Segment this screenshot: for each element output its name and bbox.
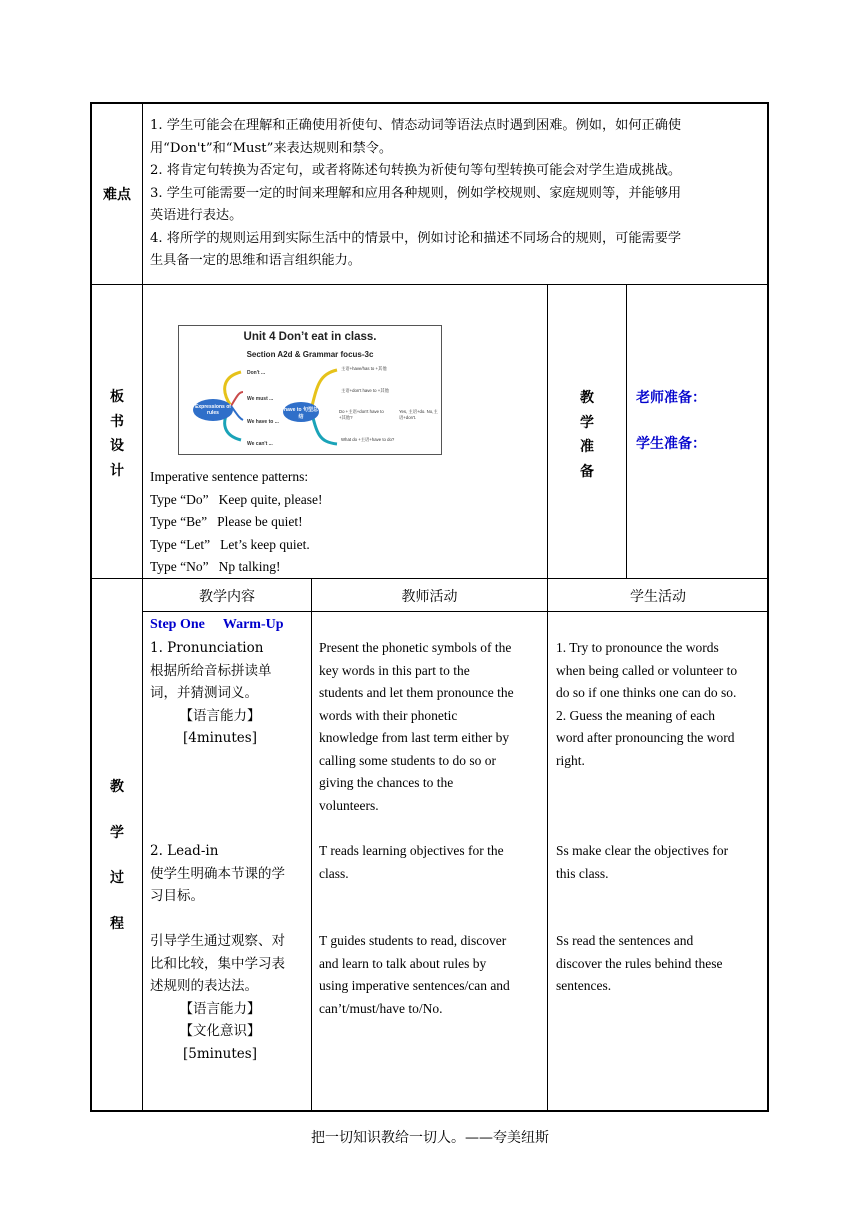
pattern-example: Keep quite, please! — [218, 491, 323, 507]
student-line: discover the rules behind these — [556, 955, 723, 971]
difficulty-line: 用“Don't”和“Must”来表达规则和禁令。 — [150, 140, 393, 156]
student-block-1 — [556, 637, 766, 772]
table-border-top — [90, 102, 769, 104]
difficulty-line: 英语进行表达。 — [150, 208, 243, 223]
pattern-type: Type “Do” — [150, 491, 209, 507]
content-line: 2. Lead-in — [150, 843, 219, 859]
teacher-line: T guides students to read, discover — [319, 933, 507, 948]
pattern-example: Please be quiet! — [217, 514, 303, 529]
teacher-line: calling some students to do so or — [319, 752, 496, 768]
process-label-char: 学 — [110, 824, 124, 841]
teacher-line: key words in this part to the — [319, 662, 470, 678]
student-line: Ss make clear the objectives for — [556, 843, 729, 858]
student-line: this class. — [556, 865, 609, 881]
board-label-char: 计 — [110, 462, 124, 479]
teacher-line: giving the chances to the — [319, 775, 454, 790]
student-line: Ss read the sentences and — [556, 933, 694, 948]
prep-label-char: 准 — [580, 439, 594, 455]
teacher-block-1 — [319, 637, 545, 817]
teacher-line: T reads learning objectives for the — [319, 843, 504, 858]
process-label — [92, 765, 142, 947]
student-line: 1. Try to pronounce the words — [556, 640, 719, 655]
mindmap-rule: Yes, 主语+do. No,主语+don't. — [399, 409, 438, 420]
teacher-line: volunteers. — [319, 797, 379, 813]
mindmap-branch: We have to ... — [247, 419, 279, 425]
mindmap-graphic — [179, 326, 442, 455]
difficulty-line: 生具备一定的思维和语言组织能力。 — [150, 253, 361, 268]
row-divider-1 — [90, 284, 769, 285]
difficulty-label: 难点 — [103, 187, 131, 203]
content-line: 【语言能力】 — [179, 1000, 261, 1017]
content-line: 习目标。 — [150, 888, 204, 904]
mindmap-title: Unit 4 Don’t eat in class. — [243, 331, 377, 343]
teacher-block-2 — [319, 840, 545, 885]
mindmap-rule: 主语+have/has to +其他 — [341, 366, 387, 371]
label-column-divider — [142, 102, 143, 1112]
difficulty-line: 4. 将所学的规则运用到实际生活中的情景中，例如讨论和描述不同场合的规则，可能需要学 — [150, 230, 682, 246]
teacher-line: using imperative sentences/can and — [319, 978, 510, 993]
prep-label-divider — [626, 284, 627, 578]
mindmap-branch: Don't ... — [247, 370, 266, 376]
mindmap-branch: We can't ... — [247, 441, 273, 447]
prep-label-char: 学 — [580, 414, 594, 431]
teacher-line: words with their phonetic — [319, 707, 458, 723]
difficulty-line: 3. 学生可能需要一定的时间来理解和应用各种规则，例如学校规则、家庭规则等，并能够用 — [150, 185, 682, 201]
content-line: 【语言能力】 — [179, 707, 261, 724]
content-line: 引导学生通过观察、对 — [150, 933, 285, 949]
difficulty-line: 2. 将肯定句转换为否定句，或者将陈述句转换为祈使句等句型转换可能会对学生造成挑战。 — [150, 163, 682, 178]
board-design-label — [92, 385, 142, 483]
imperative-patterns — [150, 466, 540, 579]
pattern-type: Type “Be” — [150, 514, 208, 529]
mindmap-right-node: have to 句型总结 — [284, 407, 318, 420]
pattern-type: Type “Let” — [150, 536, 211, 552]
teacher-line: and learn to talk about rules by — [319, 955, 487, 971]
mindmap-branch: We must ... — [247, 396, 274, 402]
content-block-1 — [150, 637, 310, 750]
prep-label — [548, 386, 626, 484]
pattern-example: Let’s keep quiet. — [220, 536, 310, 552]
teacher-line: class. — [319, 865, 349, 881]
pattern-row — [150, 556, 540, 579]
difficulty-line: 1. 学生可能会在理解和正确使用祈使句、情态动词等语法点时遇到困难。例如，如何正确使 — [150, 118, 682, 133]
student-block-3 — [556, 930, 766, 998]
content-line: 1. Pronunciation — [150, 640, 264, 656]
student-block-2 — [556, 840, 766, 885]
content-line: 词，并猜测词义。 — [150, 685, 258, 701]
content-line: 【文化意识】 — [179, 1023, 261, 1039]
student-line: do so if one thinks one can do so. — [556, 685, 737, 700]
header-student: 学生活动 — [630, 589, 686, 605]
pattern-row — [150, 489, 540, 512]
table-border-right — [767, 102, 769, 1112]
student-line: sentences. — [556, 978, 612, 993]
step-name: Warm-Up — [222, 617, 284, 632]
student-line: when being called or volunteer to — [556, 662, 738, 678]
student-line: 2. Guess the meaning of each — [556, 707, 715, 723]
mindmap-image — [178, 325, 442, 455]
prep-label-char: 教 — [580, 390, 594, 406]
content-line: [4minutes] — [183, 730, 257, 746]
header-teacher: 教师活动 — [401, 589, 458, 605]
content-line: 根据所给音标拼读单 — [150, 662, 272, 679]
footer-quote: 把一切知识教给一切人。——夸美纽斯 — [311, 1130, 549, 1146]
prep-label-char: 备 — [580, 463, 594, 480]
step-number: Step One — [150, 617, 205, 632]
content-line: [5minutes] — [183, 1045, 257, 1062]
process-label-char: 教 — [110, 779, 124, 795]
teacher-line: knowledge from last term either by — [319, 730, 510, 745]
mindmap-subtitle: Section A2d & Grammar focus-3c — [246, 350, 374, 359]
teacher-line: students and let them pronounce the — [319, 685, 514, 700]
pattern-row — [150, 511, 540, 534]
mindmap-rule: 主语+don't have to +其他 — [341, 388, 389, 393]
board-label-char: 设 — [110, 438, 124, 454]
pattern-row — [150, 534, 540, 557]
table-border-left — [90, 102, 92, 1112]
difficulty-text — [150, 115, 762, 273]
header-row-divider — [142, 611, 769, 612]
board-label-char: 书 — [110, 413, 124, 430]
teacher-block-3 — [319, 930, 545, 1020]
mindmap-left-node: Expressions of rules — [195, 404, 231, 416]
mindmap-rule: What do +主语+have to do? — [341, 437, 395, 442]
step-title — [150, 617, 284, 633]
content-line: 比和比较，集中学习表 — [150, 955, 285, 972]
teacher-prep: 老师准备： — [636, 390, 706, 406]
content-block-3 — [150, 930, 310, 1065]
teacher-line: Present the phonetic symbols of the — [319, 640, 512, 655]
content-line: 使学生明确本节课的学 — [150, 865, 285, 882]
student-line: right. — [556, 752, 585, 768]
student-prep: 学生准备： — [636, 436, 706, 452]
mindmap-rule: Do +主语+don't have to +其他? — [339, 409, 384, 420]
teacher-line: can’t/must/have to/No. — [319, 1000, 443, 1016]
student-line: word after pronouncing the word — [556, 730, 735, 745]
content-line: 述规则的表达法。 — [150, 978, 258, 994]
header-content: 教学内容 — [199, 589, 255, 605]
process-label-char: 程 — [110, 915, 124, 932]
table-border-bottom — [90, 1110, 769, 1112]
teacher-student-divider — [547, 578, 548, 1112]
pattern-type: Type “No” — [150, 559, 209, 574]
patterns-title: Imperative sentence patterns: — [150, 469, 309, 484]
pattern-example: Np talking! — [218, 559, 281, 574]
board-label-char: 板 — [110, 389, 124, 405]
process-label-char: 过 — [110, 870, 124, 886]
content-teacher-divider — [311, 578, 312, 1112]
content-block-2 — [150, 840, 310, 908]
